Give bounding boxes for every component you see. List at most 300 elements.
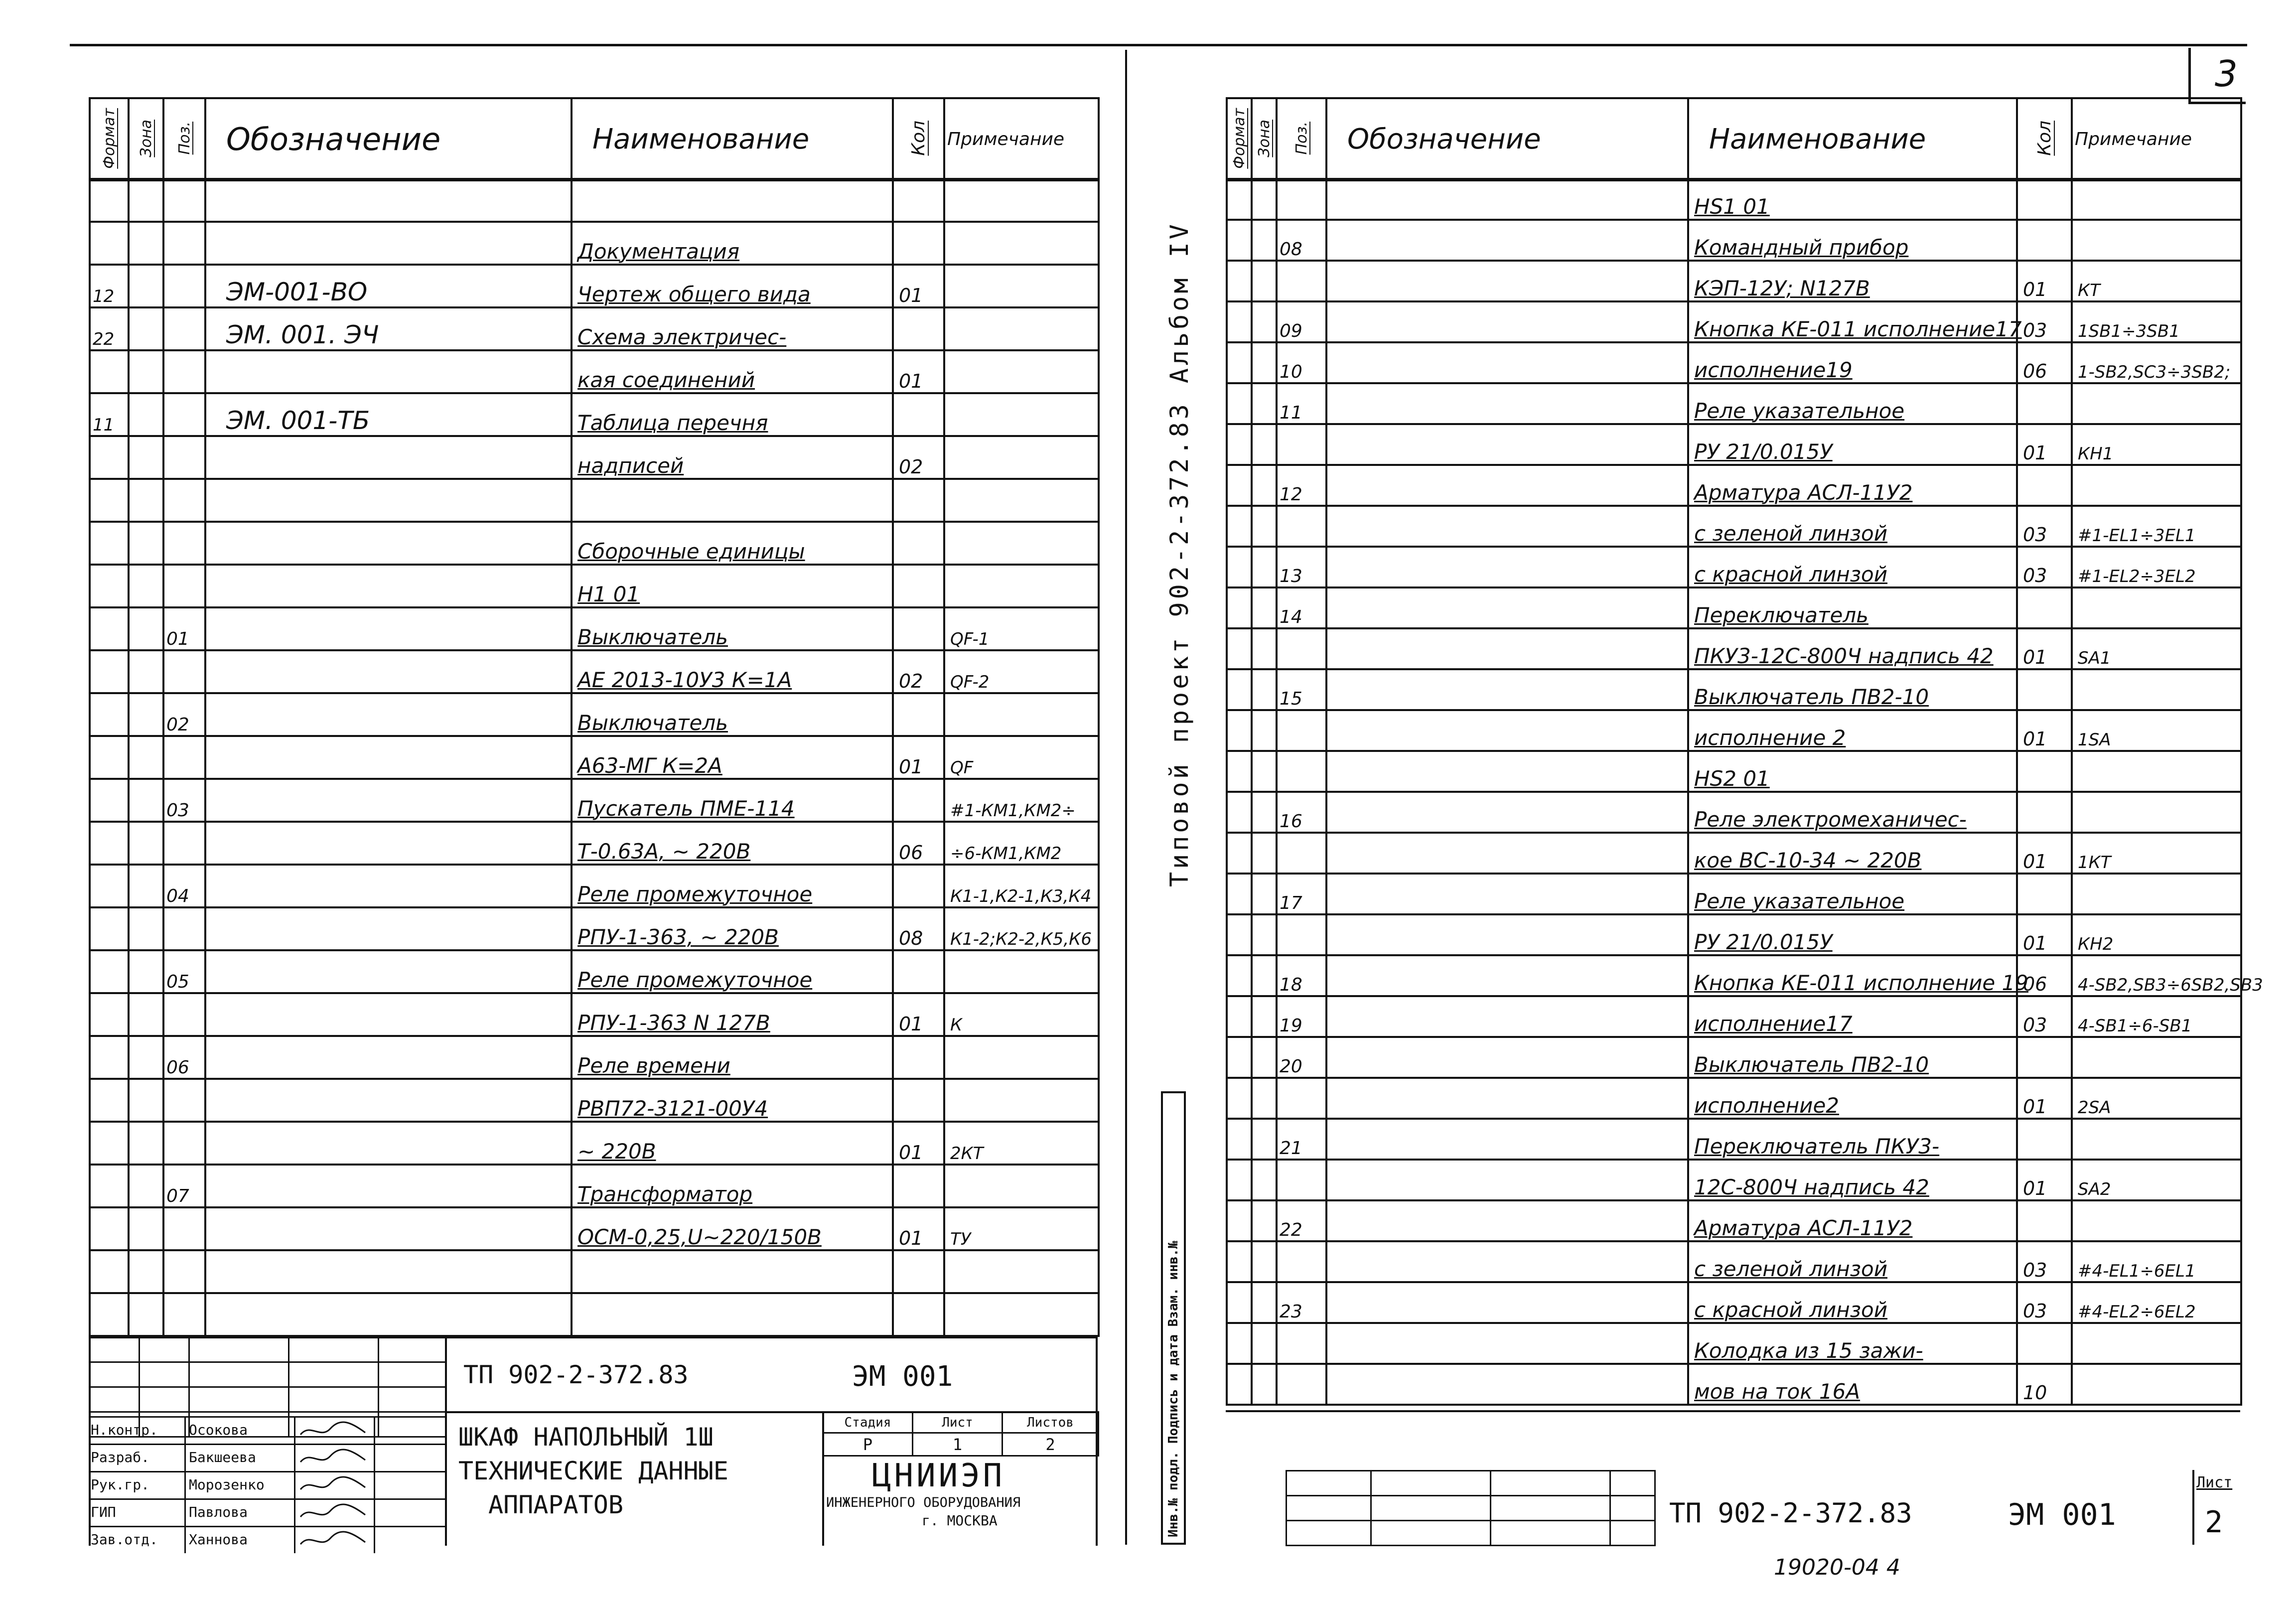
name-cell: исполнение19 — [1688, 342, 2017, 383]
designation-cell — [1326, 1323, 1688, 1364]
org-name: ЦНИИЭП — [872, 1458, 1005, 1494]
designation-cell — [1326, 179, 1688, 220]
format-cell — [90, 736, 129, 779]
spec-row — [1227, 261, 2241, 301]
zone-cell — [129, 522, 163, 565]
zone-cell — [1252, 179, 1277, 220]
col-designation-header: Обозначение — [205, 98, 572, 180]
spec-row — [1227, 1160, 2241, 1200]
pos-cell — [1277, 833, 1326, 874]
zone-cell — [129, 1122, 163, 1165]
format-cell — [1227, 955, 1252, 996]
qty-cell: 01 — [2017, 833, 2072, 874]
note-cell: 4-SB2,SB3÷6SB2,SB3 — [2072, 955, 2241, 996]
name-cell: Реле промежуточное — [572, 865, 893, 907]
format-cell — [1227, 1078, 1252, 1119]
format-cell — [90, 522, 129, 565]
name-cell: Реле промежуточное — [572, 950, 893, 993]
designation-cell — [1326, 1037, 1688, 1078]
zone-cell — [1252, 1078, 1277, 1119]
signature-row — [89, 1526, 445, 1553]
signature-name: Бакшеева — [186, 1445, 295, 1471]
spec-row — [1227, 1037, 2241, 1078]
zone-cell — [1252, 547, 1277, 587]
pos-cell — [163, 393, 205, 436]
format-cell — [90, 436, 129, 479]
note-cell — [944, 1293, 1099, 1336]
pos-cell: 22 — [1277, 1200, 1326, 1241]
name-cell: Выключатель ПВ2-10 — [1688, 669, 2017, 710]
spec-row — [1227, 1078, 2241, 1119]
designation-cell — [1326, 465, 1688, 506]
spec-row — [90, 607, 1099, 650]
spec-row — [1227, 424, 2241, 465]
spec-row — [1227, 955, 2241, 996]
note-cell — [944, 565, 1099, 607]
qty-cell — [893, 1036, 944, 1079]
zone-cell — [1252, 1282, 1277, 1323]
right-signature-grid — [1286, 1470, 1656, 1546]
zone-cell — [129, 1293, 163, 1336]
pos-cell — [163, 1079, 205, 1122]
note-cell: 1SB1÷3SB1 — [2072, 301, 2241, 342]
spec-row — [1227, 669, 2241, 710]
name-cell: Выключатель — [572, 607, 893, 650]
name-cell: Реле времени — [572, 1036, 893, 1079]
note-cell — [2072, 669, 2241, 710]
right-sheet-value: 2 — [2205, 1505, 2223, 1540]
note-cell — [944, 350, 1099, 393]
format-cell — [90, 1293, 129, 1336]
pos-cell: 19 — [1277, 996, 1326, 1037]
spec-row — [1227, 1323, 2241, 1364]
name-cell: Выключатель — [572, 693, 893, 736]
name-cell: Кнопка КЕ-011 исполнение 19 — [1688, 955, 2017, 996]
note-cell — [2072, 874, 2241, 914]
designation-cell — [1326, 383, 1688, 424]
pos-cell — [163, 222, 205, 265]
note-cell: К1-2;К2-2,К5,К6 — [944, 907, 1099, 950]
name-cell: Схема электричес- — [572, 307, 893, 350]
spec-row — [90, 479, 1099, 522]
signature-scribble — [295, 1445, 375, 1471]
zone-cell — [1252, 1119, 1277, 1160]
stage-sheet-table — [822, 1411, 1099, 1457]
note-cell — [2072, 1200, 2241, 1241]
name-cell: HS2 01 — [1688, 751, 2017, 792]
r-col-designation-header: Обозначение — [1326, 98, 1688, 180]
qty-cell: 03 — [2017, 301, 2072, 342]
format-cell — [1227, 710, 1252, 751]
pos-cell — [163, 650, 205, 693]
signature-role: Н.контр. — [89, 1418, 186, 1444]
pos-cell — [163, 822, 205, 865]
name-cell: H1 01 — [572, 565, 893, 607]
designation-cell — [205, 693, 572, 736]
designation-cell — [205, 993, 572, 1036]
r-col-name-header: Наименование — [1688, 98, 2017, 180]
spec-row — [1227, 628, 2241, 669]
qty-cell: 02 — [893, 436, 944, 479]
zone-cell — [129, 393, 163, 436]
zone-cell — [129, 607, 163, 650]
spec-row — [1227, 751, 2241, 792]
name-cell: кое ВС-10-34 ~ 220В — [1688, 833, 2017, 874]
designation-cell — [1326, 628, 1688, 669]
pos-cell: 23 — [1277, 1282, 1326, 1323]
spec-row — [90, 1122, 1099, 1165]
col-name-header: Наименование — [572, 98, 893, 180]
designation-cell — [1326, 710, 1688, 751]
pos-cell — [163, 1207, 205, 1250]
zone-cell — [1252, 506, 1277, 547]
designation-cell — [1326, 506, 1688, 547]
pos-cell: 03 — [163, 779, 205, 822]
format-cell: 22 — [90, 307, 129, 350]
note-cell: КН2 — [2072, 914, 2241, 955]
format-cell — [1227, 342, 1252, 383]
pos-cell — [163, 993, 205, 1036]
col-zone-header: Зона — [129, 98, 163, 180]
signature-role: Зав.отд. — [89, 1527, 186, 1553]
pos-cell: 12 — [1277, 465, 1326, 506]
designation-cell — [205, 1207, 572, 1250]
format-cell — [90, 865, 129, 907]
pos-cell — [1277, 914, 1326, 955]
designation-cell — [1326, 914, 1688, 955]
format-cell — [90, 222, 129, 265]
format-cell — [90, 1036, 129, 1079]
pos-cell — [1277, 751, 1326, 792]
qty-cell — [893, 222, 944, 265]
designation-cell — [1326, 1282, 1688, 1323]
zone-cell — [1252, 342, 1277, 383]
name-cell: с зеленой линзой — [1688, 506, 2017, 547]
qty-cell: 03 — [2017, 996, 2072, 1037]
col-format-header: Формат — [90, 98, 129, 180]
qty-cell: 01 — [2017, 710, 2072, 751]
qty-cell — [893, 522, 944, 565]
zone-cell — [1252, 751, 1277, 792]
qty-cell — [893, 950, 944, 993]
note-cell — [2072, 220, 2241, 261]
spec-row — [90, 1207, 1099, 1250]
zone-cell — [1252, 1160, 1277, 1200]
designation-cell — [1326, 301, 1688, 342]
note-cell — [944, 479, 1099, 522]
pos-cell — [163, 907, 205, 950]
note-cell — [944, 1036, 1099, 1079]
signature-name: Павлова — [186, 1500, 295, 1526]
qty-cell: 01 — [2017, 1160, 2072, 1200]
pos-cell — [1277, 506, 1326, 547]
format-cell — [1227, 1037, 1252, 1078]
qty-cell — [2017, 1119, 2072, 1160]
format-cell — [1227, 996, 1252, 1037]
note-cell: 2КТ — [944, 1122, 1099, 1165]
qty-cell: 01 — [893, 993, 944, 1036]
designation-cell — [1326, 792, 1688, 833]
zone-cell — [1252, 955, 1277, 996]
name-cell: с красной линзой — [1688, 547, 2017, 587]
designation-cell — [205, 179, 572, 222]
zone-cell — [1252, 301, 1277, 342]
format-cell — [1227, 1200, 1252, 1241]
note-cell — [2072, 587, 2241, 628]
r-col-pos-header: Поз. — [1277, 98, 1326, 180]
note-cell: ТУ — [944, 1207, 1099, 1250]
qty-cell: 01 — [893, 736, 944, 779]
pos-cell — [163, 565, 205, 607]
designation-cell — [1326, 1119, 1688, 1160]
spec-row — [90, 222, 1099, 265]
format-cell — [1227, 1323, 1252, 1364]
zone-cell — [129, 1036, 163, 1079]
right-spec-table — [1226, 97, 2242, 181]
format-cell — [90, 479, 129, 522]
format-cell — [90, 350, 129, 393]
note-cell: 1-SB2,SC3÷3SB2; — [2072, 342, 2241, 383]
title-line-2: ТЕХНИЧЕСКИЕ ДАННЫЕ — [458, 1457, 728, 1485]
signature-row — [89, 1498, 445, 1526]
signature-role: Разраб. — [89, 1445, 186, 1471]
name-cell: исполнение2 — [1688, 1078, 2017, 1119]
pos-cell: 02 — [163, 693, 205, 736]
pos-cell: 09 — [1277, 301, 1326, 342]
note-cell — [944, 522, 1099, 565]
note-cell — [944, 179, 1099, 222]
spec-row — [90, 350, 1099, 393]
zone-cell — [129, 650, 163, 693]
pos-cell: 08 — [1277, 220, 1326, 261]
zone-cell — [129, 350, 163, 393]
pos-cell — [1277, 424, 1326, 465]
note-cell — [2072, 465, 2241, 506]
spec-row — [1227, 1119, 2241, 1160]
zone-cell — [1252, 874, 1277, 914]
format-cell — [1227, 547, 1252, 587]
name-cell: 12С-800Ч надпись 42 — [1688, 1160, 2017, 1200]
pos-cell — [163, 479, 205, 522]
left-title-name-block — [458, 1420, 817, 1522]
qty-cell: 01 — [2017, 628, 2072, 669]
designation-cell — [1326, 1160, 1688, 1200]
designation-cell — [205, 779, 572, 822]
name-cell: Таблица перечня — [572, 393, 893, 436]
spec-row — [90, 307, 1099, 350]
pos-cell — [1277, 628, 1326, 669]
format-cell — [1227, 506, 1252, 547]
designation-cell: ЭМ. 001-ТБ — [205, 393, 572, 436]
qty-cell — [2017, 465, 2072, 506]
format-cell — [1227, 751, 1252, 792]
qty-cell — [893, 779, 944, 822]
designation-cell — [205, 950, 572, 993]
note-cell: #4-EL2÷6EL2 — [2072, 1282, 2241, 1323]
name-cell: кая соединений — [572, 350, 893, 393]
spec-row — [1227, 547, 2241, 587]
note-cell: #1-КМ1,КМ2÷ — [944, 779, 1099, 822]
pos-cell — [1277, 179, 1326, 220]
note-cell — [944, 1079, 1099, 1122]
pos-cell: 01 — [163, 607, 205, 650]
name-cell: Арматура АСЛ-11У2 — [1688, 1200, 2017, 1241]
qty-cell: 06 — [893, 822, 944, 865]
format-cell — [90, 1079, 129, 1122]
name-cell: А63-МГ К=2А — [572, 736, 893, 779]
name-cell: Кнопка КЕ-011 исполнение17 — [1688, 301, 2017, 342]
format-cell — [1227, 424, 1252, 465]
r-col-note-header: Примечание — [2072, 98, 2241, 180]
pos-cell — [163, 1250, 205, 1293]
col-pos-header: Поз. — [163, 98, 205, 180]
designation-cell — [205, 907, 572, 950]
zone-cell — [129, 736, 163, 779]
pos-cell: 17 — [1277, 874, 1326, 914]
pos-cell: 05 — [163, 950, 205, 993]
format-cell — [90, 993, 129, 1036]
zone-cell — [129, 307, 163, 350]
designation-cell — [205, 436, 572, 479]
name-cell: с зеленой линзой — [1688, 1241, 2017, 1282]
qty-cell: 01 — [893, 350, 944, 393]
pos-cell: 16 — [1277, 792, 1326, 833]
pos-cell: 21 — [1277, 1119, 1326, 1160]
zone-cell — [129, 822, 163, 865]
zone-cell — [1252, 220, 1277, 261]
note-cell: SA2 — [2072, 1160, 2241, 1200]
left-sheet-code: ЭМ 001 — [852, 1360, 953, 1393]
format-cell — [90, 650, 129, 693]
note-cell: 4-SB1÷6-SB1 — [2072, 996, 2241, 1037]
spec-row — [1227, 710, 2241, 751]
pos-cell: 18 — [1277, 955, 1326, 996]
name-cell: Реле указательное — [1688, 874, 2017, 914]
name-cell: Командный прибор — [1688, 220, 2017, 261]
spec-row — [90, 950, 1099, 993]
spec-row — [90, 779, 1099, 822]
qty-cell: 01 — [2017, 1078, 2072, 1119]
format-cell — [1227, 179, 1252, 220]
signature-scribble — [295, 1472, 375, 1498]
title-line-1: ШКАФ НАПОЛЬНЫЙ 1Ш — [458, 1423, 714, 1452]
zone-cell — [129, 179, 163, 222]
format-cell — [1227, 1160, 1252, 1200]
designation-cell — [1326, 1078, 1688, 1119]
note-cell: QF-1 — [944, 607, 1099, 650]
designation-cell — [1326, 833, 1688, 874]
signature-scribble — [295, 1500, 375, 1526]
name-cell: Колодка из 15 зажи- — [1688, 1323, 2017, 1364]
name-cell — [572, 1250, 893, 1293]
note-cell — [944, 693, 1099, 736]
pos-cell: 13 — [1277, 547, 1326, 587]
format-cell — [90, 565, 129, 607]
zone-cell — [129, 1079, 163, 1122]
note-cell — [2072, 1119, 2241, 1160]
note-cell — [2072, 1323, 2241, 1364]
designation-cell — [1326, 261, 1688, 301]
designation-cell — [1326, 955, 1688, 996]
name-cell: ОСМ-0,25,U~220/150В — [572, 1207, 893, 1250]
name-cell: Арматура АСЛ-11У2 — [1688, 465, 2017, 506]
qty-cell: 01 — [2017, 424, 2072, 465]
format-cell — [1227, 669, 1252, 710]
pos-cell — [163, 736, 205, 779]
name-cell: РПУ-1-363, ~ 220В — [572, 907, 893, 950]
qty-cell — [893, 607, 944, 650]
qty-cell — [893, 565, 944, 607]
name-cell: ПКУ3-12С-800Ч надпись 42 — [1688, 628, 2017, 669]
format-cell — [90, 1122, 129, 1165]
zone-cell — [1252, 914, 1277, 955]
note-cell — [2072, 383, 2241, 424]
qty-cell — [2017, 383, 2072, 424]
pos-cell — [163, 1293, 205, 1336]
spec-row — [90, 993, 1099, 1036]
spec-row — [1227, 506, 2241, 547]
name-cell: Реле указательное — [1688, 383, 2017, 424]
designation-cell — [1326, 1200, 1688, 1241]
qty-cell — [2017, 587, 2072, 628]
spec-row — [1227, 587, 2241, 628]
zone-cell — [1252, 1200, 1277, 1241]
spec-row — [90, 822, 1099, 865]
pos-cell: 20 — [1277, 1037, 1326, 1078]
note-cell — [944, 265, 1099, 307]
spec-row — [1227, 342, 2241, 383]
pos-cell — [1277, 1160, 1326, 1200]
name-cell: РУ 21/0.015У — [1688, 424, 2017, 465]
note-cell: КТ — [2072, 261, 2241, 301]
zone-cell — [1252, 1241, 1277, 1282]
zone-cell — [1252, 587, 1277, 628]
note-cell — [944, 1165, 1099, 1207]
qty-cell: 01 — [2017, 261, 2072, 301]
designation-cell — [205, 607, 572, 650]
qty-cell — [893, 693, 944, 736]
format-cell: 12 — [90, 265, 129, 307]
name-cell: Сборочные единицы — [572, 522, 893, 565]
zone-cell — [1252, 792, 1277, 833]
zone-cell — [129, 1165, 163, 1207]
qty-cell — [2017, 792, 2072, 833]
format-cell — [1227, 914, 1252, 955]
note-cell — [944, 1250, 1099, 1293]
designation-cell — [205, 479, 572, 522]
name-cell: с красной линзой — [1688, 1282, 2017, 1323]
name-cell: КЭП-12У; N127В — [1688, 261, 2017, 301]
format-cell — [1227, 874, 1252, 914]
designation-cell — [1326, 1364, 1688, 1405]
signature-name: Ханнова — [186, 1527, 295, 1553]
zone-cell — [129, 693, 163, 736]
name-cell — [572, 179, 893, 222]
signature-row — [89, 1416, 445, 1444]
format-cell — [1227, 1282, 1252, 1323]
qty-cell — [2017, 1323, 2072, 1364]
name-cell: мов на ток 16А — [1688, 1364, 2017, 1405]
qty-cell — [2017, 874, 2072, 914]
name-cell: Переключатель ПКУ3- — [1688, 1119, 2017, 1160]
designation-cell — [205, 522, 572, 565]
zone-cell — [1252, 669, 1277, 710]
designation-cell — [205, 650, 572, 693]
note-cell — [944, 307, 1099, 350]
qty-cell: 02 — [893, 650, 944, 693]
designation-cell — [1326, 1241, 1688, 1282]
format-cell — [1227, 301, 1252, 342]
